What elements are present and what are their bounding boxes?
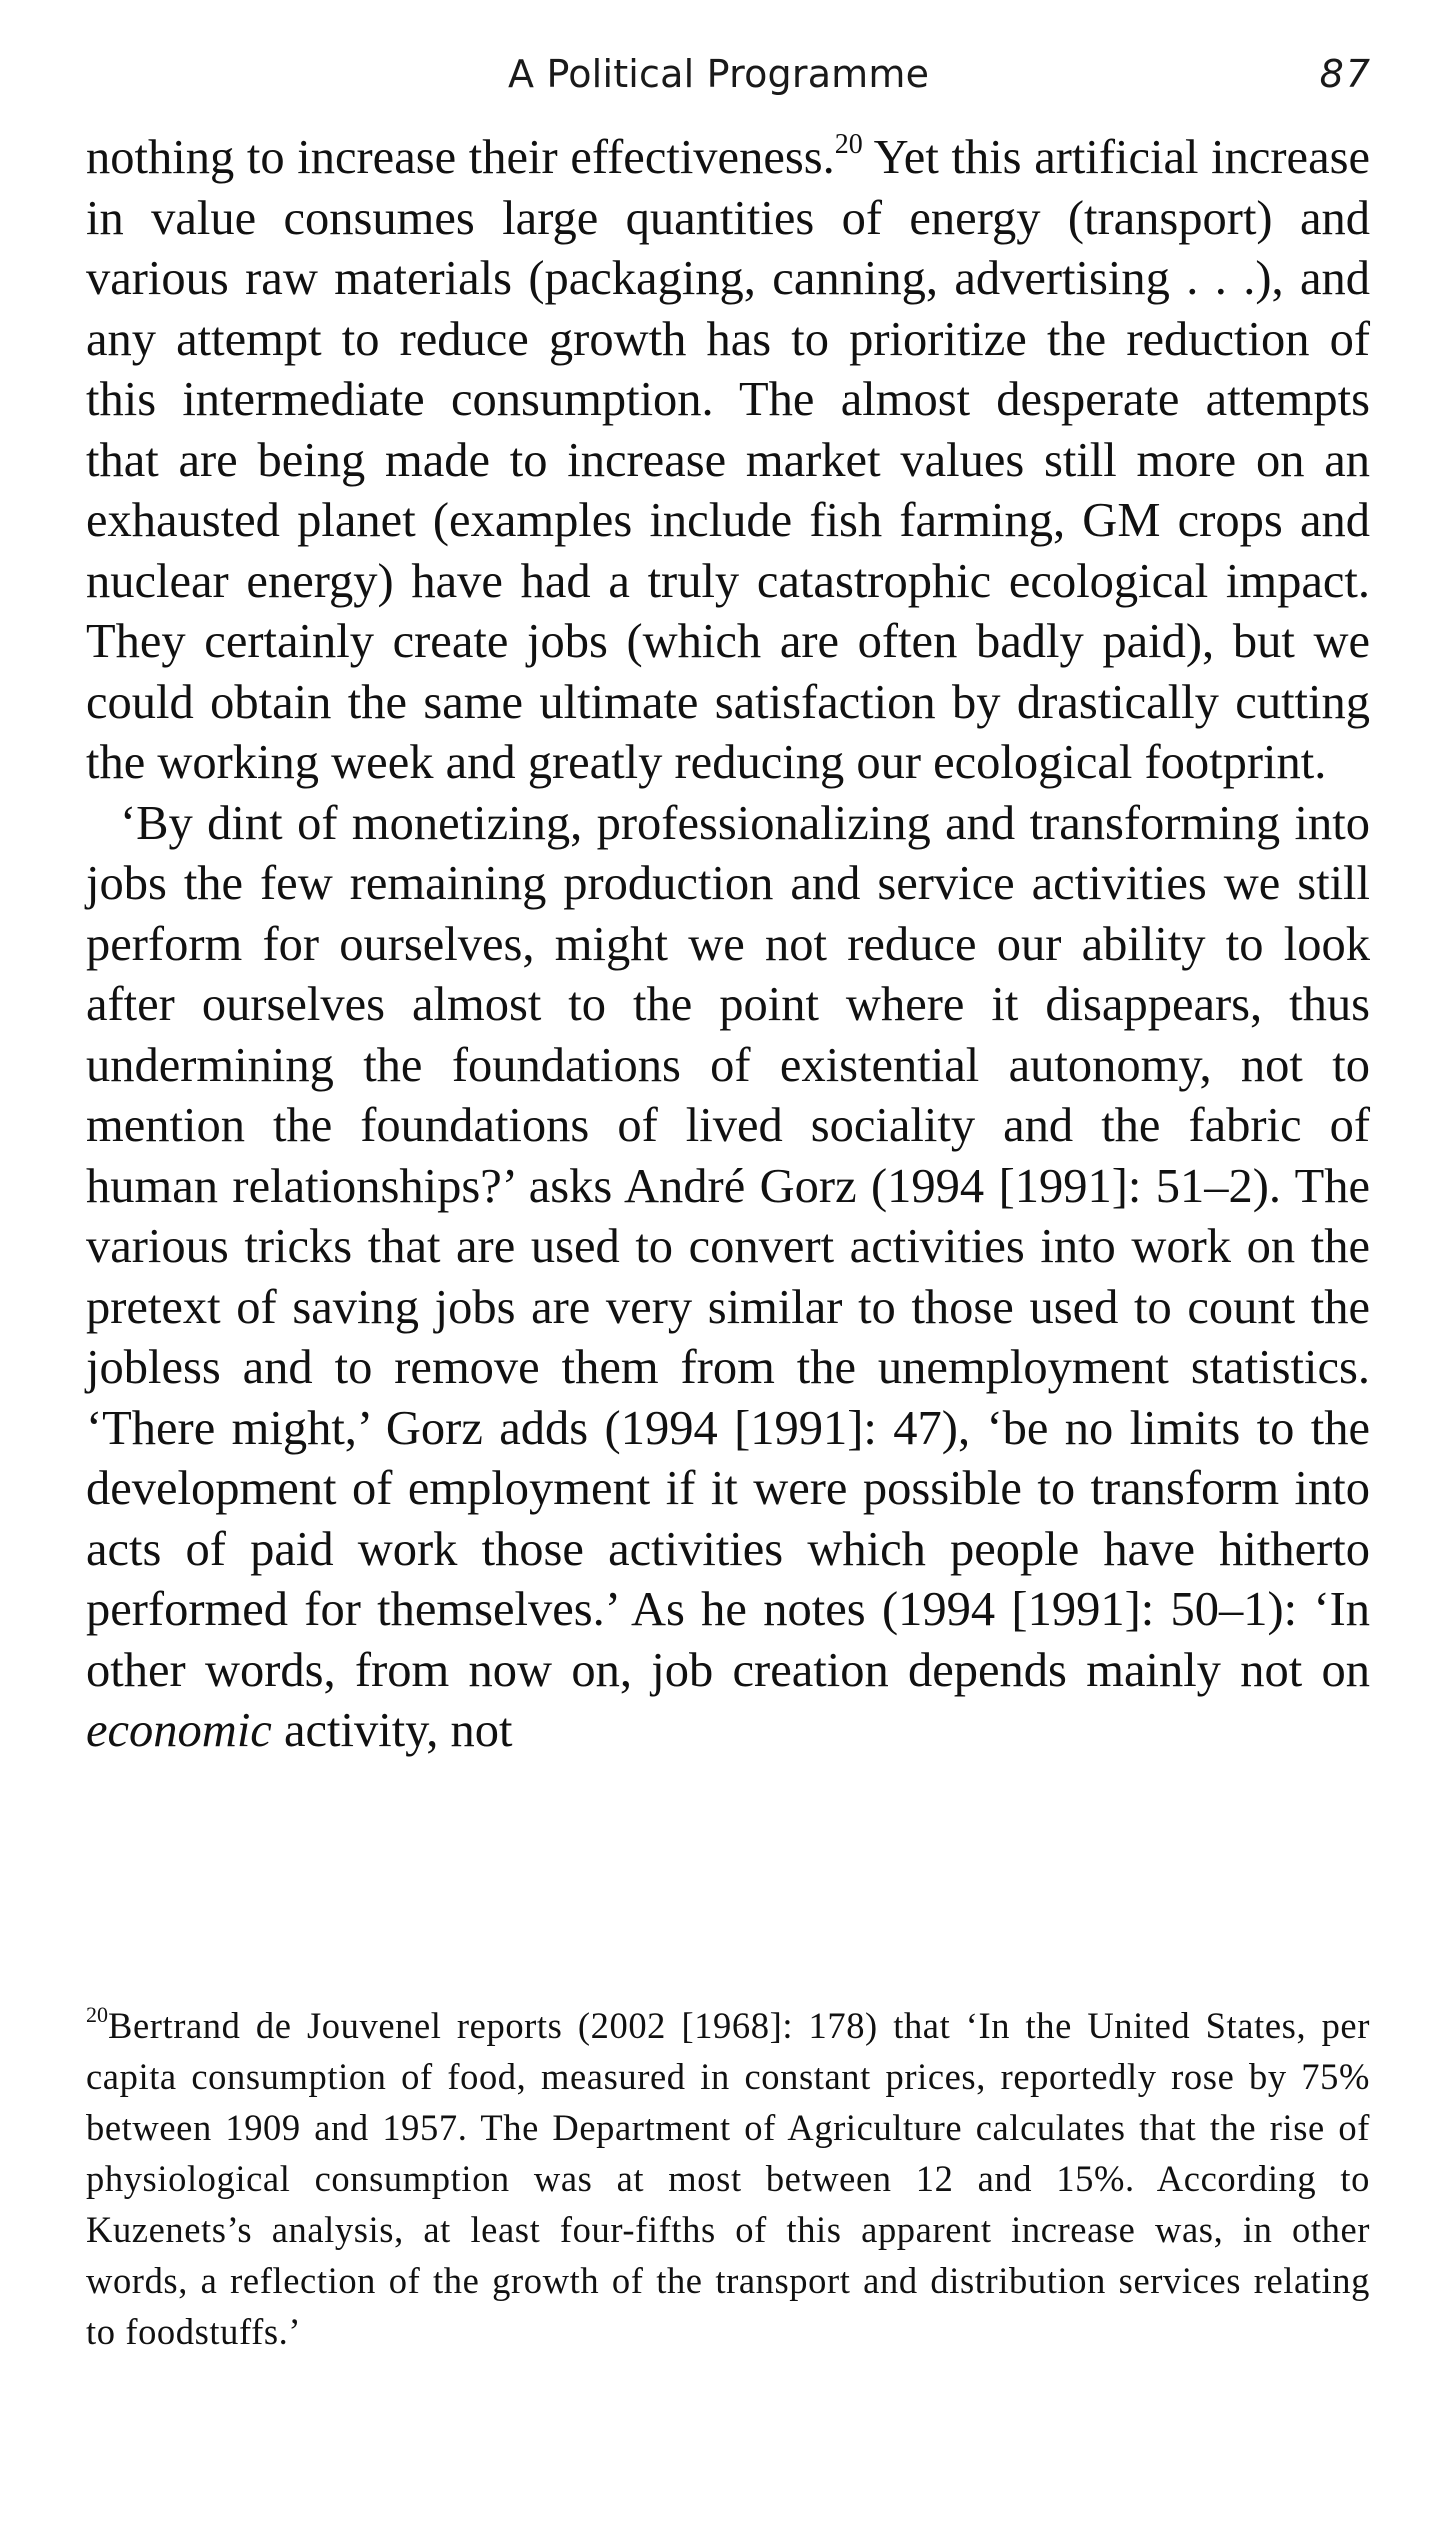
paragraph-2-end: activity, not: [271, 1704, 513, 1757]
paragraph-1-rest: Yet this artificial increase in value consumes large quantities of energy (transport) and various raw materials (packaging, canning, advertising . . .), and any attempt to reduce growth has to prioritize the reduction of this intermediate consumption. The almost desperate attempts that are being made to increase market values still more on an exhausted planet (examples include fish farming, GM crops and nuclear energy) have had a truly catastrophic ecological impact. They certainly create jobs (which are often badly paid), but we could obtain the same ultimate satisfaction by drastically cutting the working week and greatly reducing our ecological footprint.: [86, 131, 1371, 789]
footnote-text: Bertrand de Jouvenel reports (2002 [1968]: 178) that ‘In the United States, per capita consumption of food, measured in constant prices, reportedly rose by 75% between 1909 and 1957. The Department of Agriculture calculates that the rise of physiological consumption was at most between 12 and 15%. According to Kuzenets’s analysis, at least four-fifths of this apparent increase was, in other words, a reflection of the growth of the transport and distribution services relating to foodstuffs.’: [86, 2005, 1370, 2352]
paragraph-1: [86, 128, 1370, 794]
emphasis-word: economic: [86, 1704, 272, 1757]
footnote: [86, 2000, 1370, 2357]
footnote-paragraph: [86, 2000, 1370, 2357]
body-text: [86, 128, 1370, 1762]
running-title: A Political Programme: [508, 52, 930, 96]
running-head: [0, 52, 1444, 108]
footnote-marker: 20: [86, 2002, 108, 2027]
footnote-reference: 20: [834, 129, 863, 160]
paragraph-2-start: ‘By dint of monetizing, professionalizing and transforming into jobs the few remaining production and service activities we still perform for ourselves, might we not reduce our ability to look after ourselves almost to the point where it disappears, thus undermining the foundations of existential autonomy, not to mention the foundations of lived sociality and the fabric of human relationships?’ asks André Gorz (1994 [1991]: 51–2). The various tricks that are used to convert activities into work on the pretext of saving jobs are very similar to those used to count the jobless and to remove them from the unemployment statistics. ‘There might,’ Gorz adds (1994 [1991]: 47), ‘be no limits to the development of employment if it were possible to transform into acts of paid work those activities which people have hitherto performed for themselves.’ As he notes (1994 [1991]: 50–1): ‘In other words, from now on, job creation depends mainly not on: [86, 796, 1370, 1697]
paragraph-1-start: nothing to increase their effectiveness.: [86, 131, 835, 184]
paragraph-2: [86, 794, 1370, 1762]
page-number: 87: [1319, 52, 1372, 96]
